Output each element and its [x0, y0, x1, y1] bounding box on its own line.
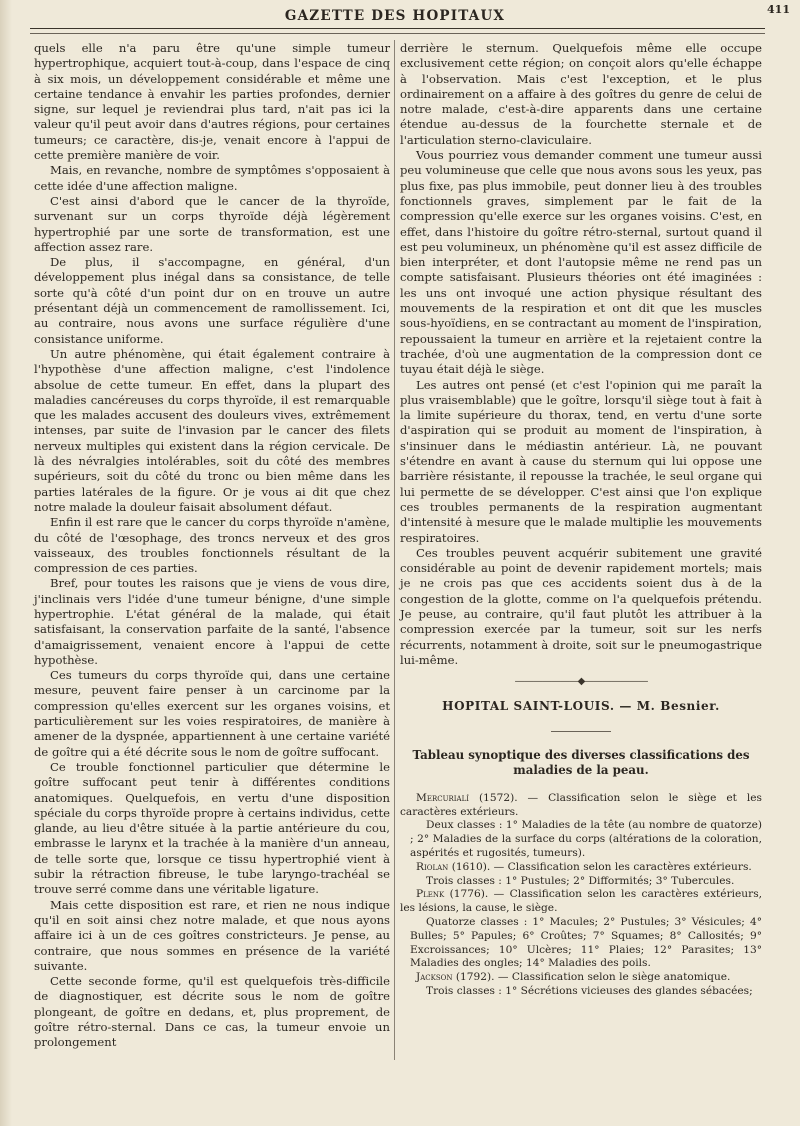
section-heading: HOPITAL SAINT-LOUIS. — M. Besnier.: [442, 699, 720, 714]
page-number: 411: [767, 3, 790, 16]
paragraph: Enfin il est rare que le cancer du corps thyroïde n'amène, du côté de l'œsophage, des troncs nerveux et des gros vaisseaux, des troubles fonctionnels résultant de la compression de ces parties.: [34, 515, 390, 576]
classification-entry: [400, 971, 762, 999]
section-separator: ———————◆———————: [514, 676, 648, 688]
page-gutter-shadow: [0, 0, 12, 1126]
paragraph: Cette seconde forme, qu'il est quelquefois très-difficile de diagnostiquer, est décrite sous le nom de goître plongeant, de goître en dedans, et, plus proprement, de goître rétro-sternal. Dans ce cas, la tumeur envoie un prolongement: [34, 974, 390, 1050]
classification-author: Mercurialí: [416, 791, 469, 804]
paragraph: Bref, pour toutes les raisons que je viens de vous dire, j'inclinais vers l'idée d'une tumeur bénigne, d'une simple hypertrophie. L'état général de la malade, qui était satisfaisant, la conservation parfaite de la santé, l'absence d'amaigrissement, venaient encore à l'appui de cette hypothèse.: [34, 576, 390, 667]
classification-entry: [400, 861, 762, 889]
classification-detail: Trois classes : 1° Pustules; 2° Difformités; 3° Tubercules.: [426, 874, 735, 887]
paragraph: De plus, il s'accompagne, en général, d'un développement plus inégal dans sa consistance, de telle sorte qu'à côté d'un point dur on en trouve un autre présentant déjà un commencement de ramollissement. Ici, au contraire, nous avons une surface régulière d'une consistance uniforme.: [34, 255, 390, 346]
publication-title: GAZETTE DES HOPITAUX: [284, 8, 506, 24]
classification-entry: [400, 792, 762, 861]
classification-entry: [400, 888, 762, 971]
classification-detail: Trois classes : 1° Sécrétions vicieuses des glandes sébacées;: [426, 984, 753, 997]
paragraph: quels elle n'a paru être qu'une simple tumeur hypertrophique, acquiert tout-à-coup, dans l'espace de cinq à six mois, un développement considérable et même une certaine tendance à envahir les parties profondes, dernier signe, sur lequel je reviendrai plus tard, n'ait pas ici la valeur qu'il peut avoir dans d'autres régions, pour certaines tumeurs; ce caractère, dis-je, venait encore à l'appui de cette première manière de voir.: [34, 41, 390, 163]
classification-text: (1610). — Classification selon les caractères extérieurs.: [451, 860, 752, 873]
table-title: Tableau synoptique des diverses classifications des maladies de la peau.: [412, 747, 750, 777]
paragraph: Vous pourriez vous demander comment une tumeur aussi peu volumineuse que celle que nous avons sous les yeux, pas plus fixe, pas plus immobile, peut donner lieu à des troubles fonctionnels graves, simplement par le fait de la compression qu'elle exerce sur les organes voisins. C'est, en effet, dans l'histoire du goître rétro-sternal, surtout quand il est peu volumineux, un phénomène qu'il est assez difficile de bien interpréter, et dont l'autopsie même ne rend pas un compte satisfaisant. Plusieurs théories ont été imaginées : les uns ont invoqué une action physique résultant des mouvements de la respiration et ont dit que les muscles sous-hyoïdiens, en se contractant au moment de l'inspiration, repoussaient la tumeur en arrière et la rejetaient contre la trachée, d'où une augmentation de la compression dont ce tuyau était déjà le siège.: [400, 148, 762, 377]
classification-text: (1572). — Classification selon le siège et les caractères extérieurs.: [400, 791, 762, 818]
paragraph: derrière le sternum. Quelquefois même elle occupe exclusivement cette région; on conçoit alors qu'elle échappe à l'observation. Mais c'est l'exception, et le plus ordinairement on a affaire à des goîtres du genre de celui de notre malade, c'est-à-dire apparents dans une certaine étendue au-dessus de la fourchette sternale et de l'articulation sterno-claviculaire.: [400, 41, 762, 147]
right-column: [400, 41, 762, 999]
page-header: [30, 2, 790, 30]
classification-text: (1792). — Classification selon le siège anatomique.: [455, 971, 731, 984]
paragraph: Ces tumeurs du corps thyroïde qui, dans une certaine mesure, peuvent faire penser à un carcinome par la compression qu'elles exercent sur les organes voisins, et particulièrement sur les voies respiratoires, de manière à amener de la dyspnée, appartiennent à une certaine variété de goître qui a été décrite sous le nom de goître suffocant.: [34, 668, 390, 759]
paragraph: Mais cette disposition est rare, et rien ne nous indique qu'il en soit ainsi chez notre malade, et que nous ayons affaire ici à un de ces goîtres constricteurs. Je pense, au contraire, que nous sommes en présence de la variété suivante.: [34, 897, 390, 973]
paragraph: Ces troubles peuvent acquérir subitement une gravité considérable au point de devenir rapidement mortels; mais je ne crois pas que ces accidents soient dus à de la congestion de la glotte, comme on l'a quelquefois prétendu. Je peuse, au contraire, qu'il faut plutôt les attribuer à la compression exercée par la tumeur, soit sur les nerfs récurrents, notamment à droite, soit sur le pneumogastrique lui-même.: [400, 545, 762, 667]
classification-detail: Deux classes : 1° Maladies de la tête (au nombre de quatorze) ; 2° Maladies de la surface du corps (altérations de la coloration, aspérités et rugosités, tumeurs).: [410, 819, 762, 859]
header-rule-secondary: [30, 33, 765, 34]
left-column: [34, 41, 390, 1051]
heading-rule: [551, 731, 611, 732]
classification-author: Riolan: [416, 860, 449, 873]
classification-author: Plenk: [416, 888, 445, 901]
paragraph: Les autres ont pensé (et c'est l'opinion qui me paraît la plus vraisemblable) que le goître, lorsqu'il siège tout à fait à la limite supérieure du thorax, tend, en vertu d'une sorte d'aspiration qui se produit au moment de l'inspiration, à s'insinuer dans le médiastin antérieur. Là, ne pouvant s'étendre en avant à cause du sternum qui lui oppose une barrière résistante, il repousse la trachée, le seul organe qui lui permette de se développer. C'est ainsi que l'on explique ces troubles permanents de la respiration augmentant d'intensité à mesure que le malade multiplie les mouvements respiratoires.: [400, 377, 762, 545]
classification-text: (1776). — Classification selon les caractères extérieurs, les lésions, la cause, le siège.: [400, 888, 762, 915]
paragraph: Mais, en revanche, nombre de symptômes s'opposaient à cette idée d'une affection maligne.: [34, 163, 390, 193]
classification-detail: Quatorze classes : 1° Macules; 2° Pustules; 3° Vésicules; 4° Bulles; 5° Papules; 6° Croûtes; 7° Squames; 8° Callosités; 9° Excroissances; 10° Ulcères; 11° Plaies; 12° Parasites; 13° Maladies des ongles; 14° Maladies des poils.: [410, 915, 762, 970]
classification-author: Jackson: [416, 971, 453, 984]
column-divider: [394, 40, 395, 1060]
header-rule: [30, 28, 765, 29]
paragraph: Un autre phénomène, qui était également contraire à l'hypothèse d'une affection maligne, c'est l'indolence absolue de cette tumeur. En effet, dans la plupart des maladies cancéreuses du corps thyroïde, il est remarquable que les malades accusent des douleurs vives, extrêmement intenses, par suite de l'invasion par le cancer des filets nerveux multiples qui existent dans la région cervicale. De là des névralgies intolérables, soit du côté des membres supérieurs, soit du côté du tronc ou bien même dans les parties latérales de la figure. Or je vous ai dit que chez notre malade la douleur faisait absolument défaut.: [34, 346, 390, 514]
paragraph: C'est ainsi d'abord que le cancer de la thyroïde, survenant sur un corps thyroïde déjà légèrement hypertrophié par une sorte de transformation, est une affection assez rare.: [34, 193, 390, 254]
paragraph: Ce trouble fonctionnel particulier que détermine le goître suffocant peut tenir à différentes conditions anatomiques. Quelquefois, en vertu d'une disposition spéciale du corps thyroïde propre à certains individus, cette glande, au lieu d'être située à la partie antérieure du cou, embrasse le larynx et la trachée à la manière d'un anneau, de telle sorte que, lorsque ce tissu hypertrophié vient à subir la rétraction fibreuse, le tube laryngo-trachéal se trouve serré comme dans une véritable ligature.: [34, 759, 390, 897]
